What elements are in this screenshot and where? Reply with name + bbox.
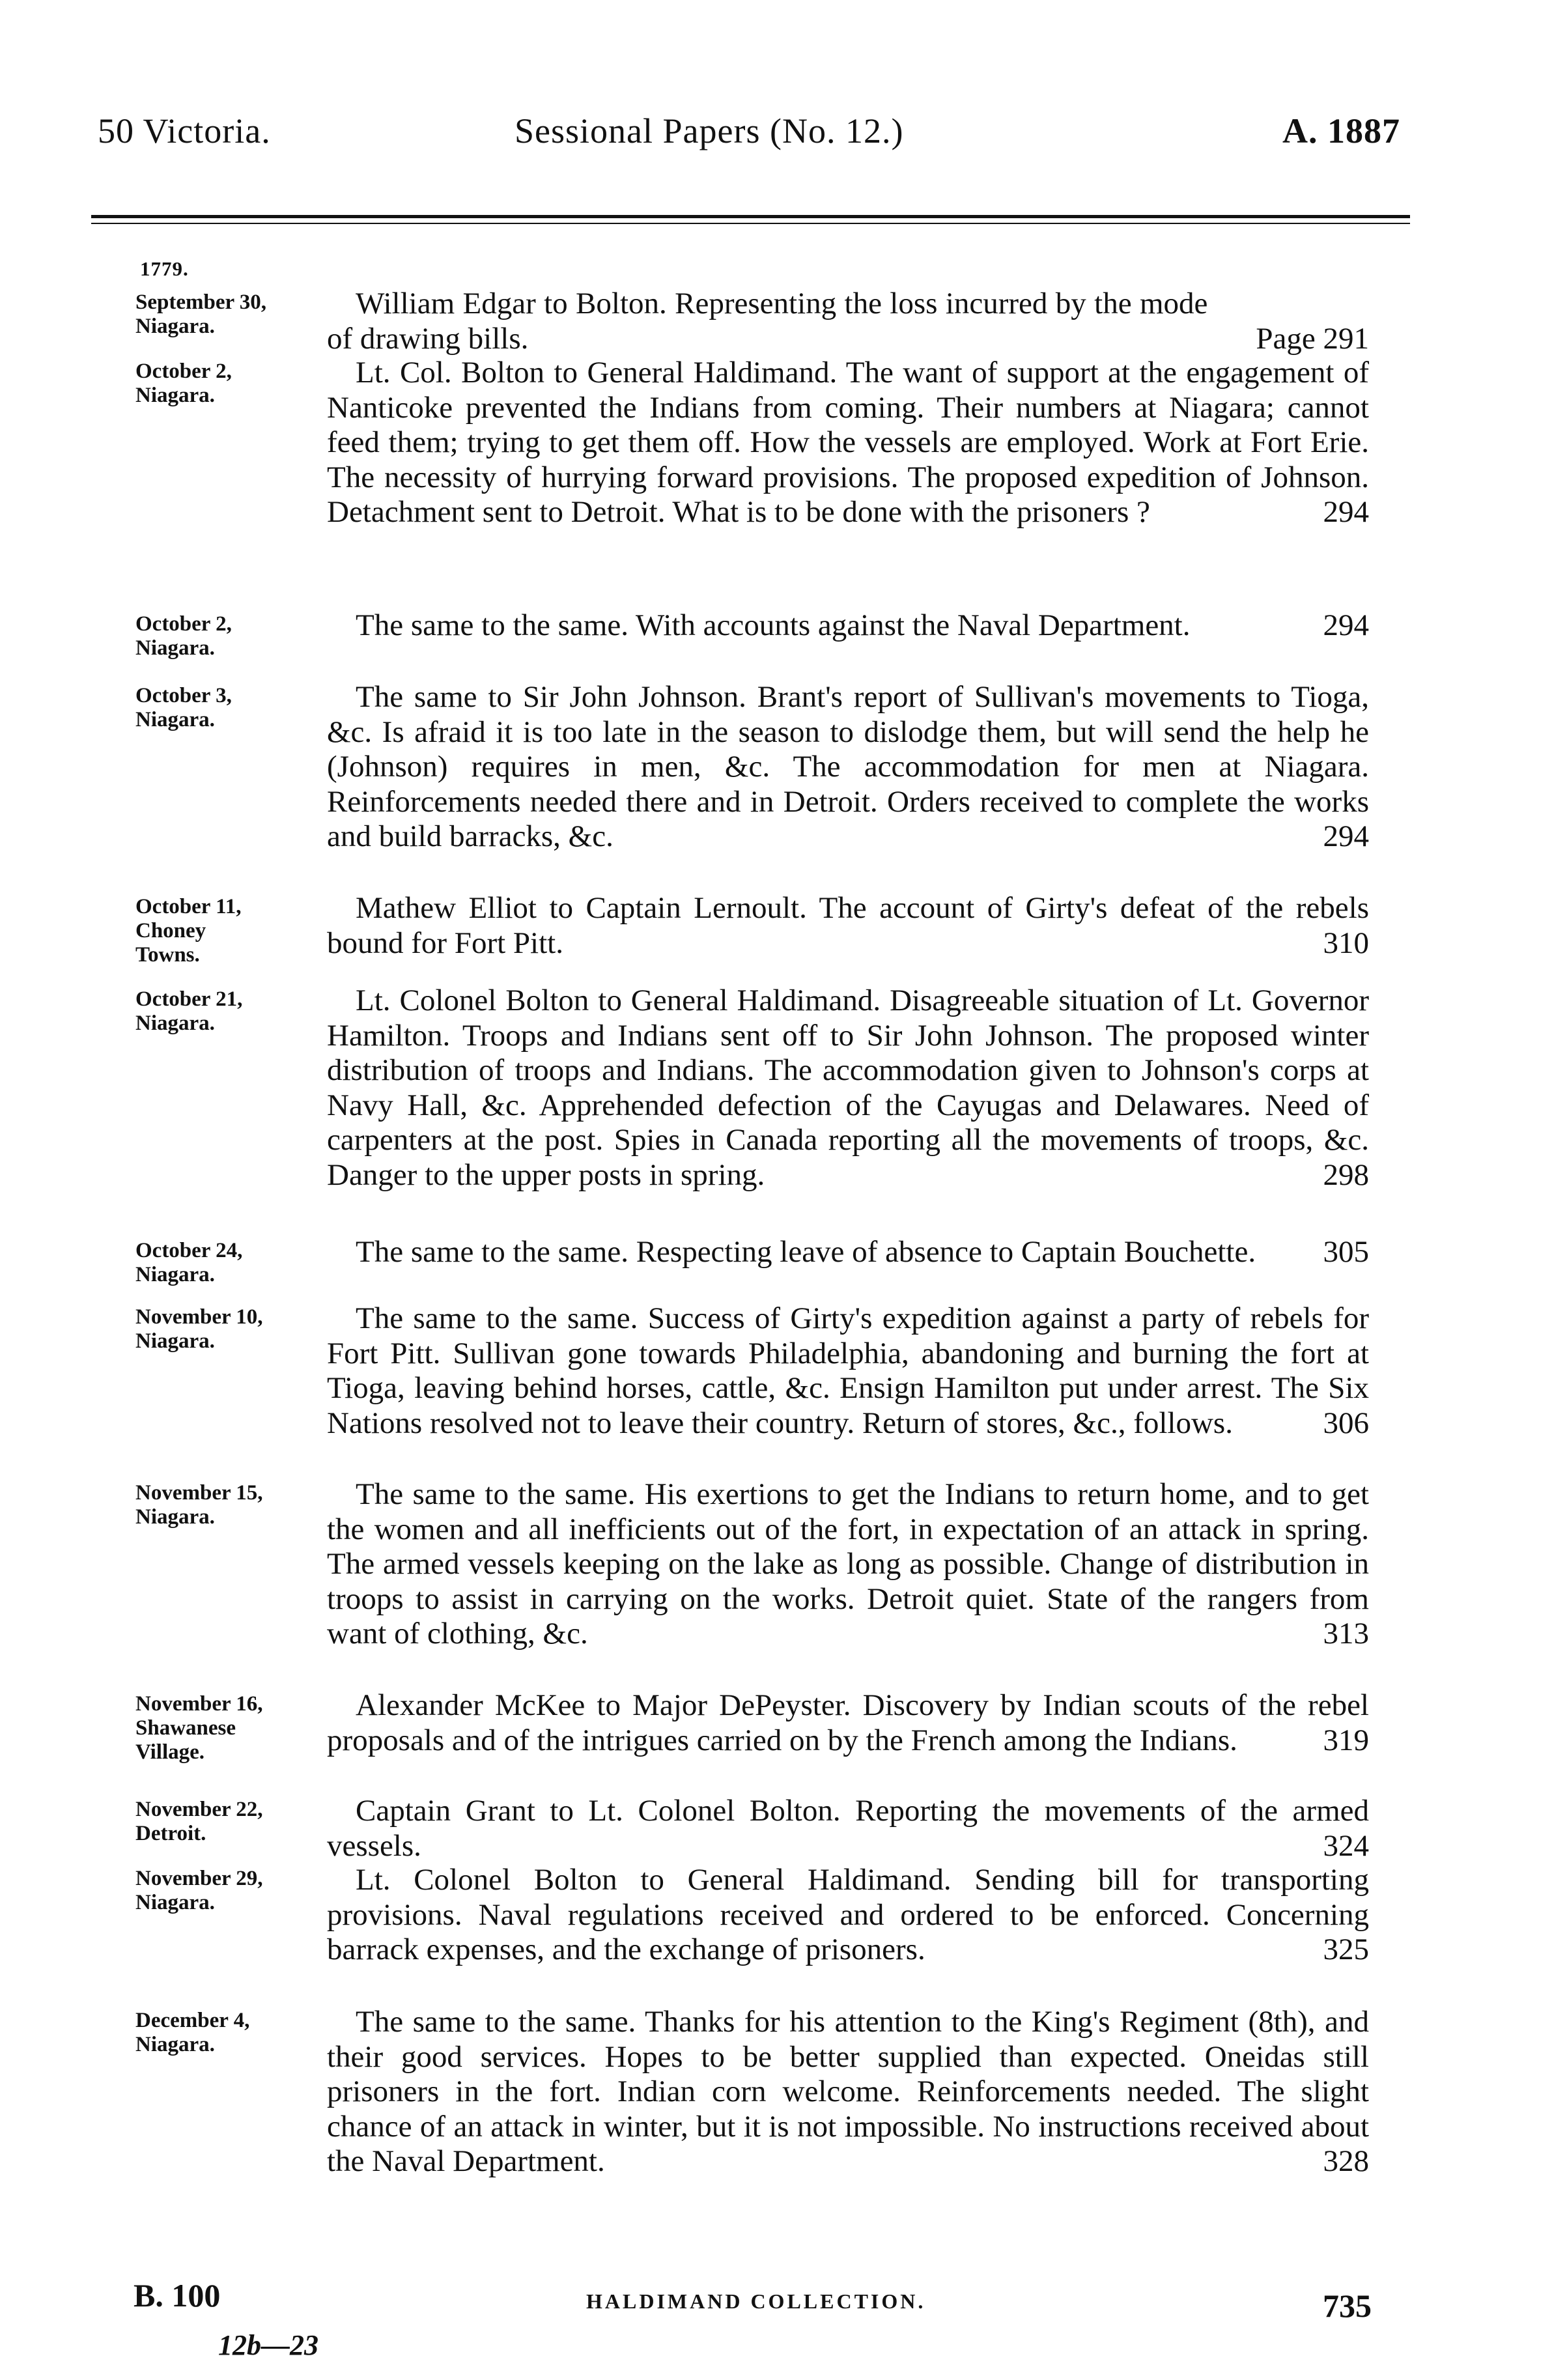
footer-collection: HALDIMAND COLLECTION. xyxy=(586,2289,926,2313)
entry-date-line: November 22, xyxy=(135,1798,263,1821)
entry-body: The same to the same. Success of Girty's expedition against a party of rebels for Fort Pitt. Sullivan gone towards Philadelphia, abandoning and burning the fort at Tioga, leaving behind horses, cattle, &c. Ensign Hamilton put under arrest. The Six Nations resolved not to leave their country. Return of stores, &c., follows. xyxy=(327,1301,1369,1440)
entry-text xyxy=(327,1477,1369,1652)
entry-date-line: November 10, xyxy=(135,1305,263,1329)
year-marker: 1779. xyxy=(140,257,189,280)
entry-body: Lt. Colonel Bolton to General Haldimand. Sending bill for transporting provisions. Naval regulations received and ordered to be enforced. Concerning barrack expenses, and the exchange of prisoners. xyxy=(327,1863,1369,1967)
entry-date-line: September 30, xyxy=(135,290,267,314)
entry-date-place: Towns. xyxy=(135,943,200,967)
entry-date-place: Niagara. xyxy=(135,1012,215,1035)
entry-date-line: December 4, xyxy=(135,2009,250,2032)
page-footer xyxy=(0,2276,1567,2374)
entry-date-place: Niagara. xyxy=(135,708,215,731)
entry-body: Lt. Colonel Bolton to General Haldimand. Disagreeable situation of Lt. Governor Hamilton. Troops and Indians sent off to Sir John Johnson. The proposed winter distribution of troops and Indians. The accommodation given to Johnson's corps at Navy Hall, &c. Apprehended defection of the Cayugas and Delawares. Need of carpenters at the post. Spies in Canada reporting all the movements of troops, &c. Danger to the upper posts in spring. xyxy=(327,984,1369,1192)
entry-date-place: Niagara. xyxy=(135,2033,215,2056)
entry-page-ref: 294 xyxy=(1323,819,1369,854)
entry-body: Mathew Elliot to Captain Lernoult. The account of Girty's defeat of the rebels bound for Fort Pitt. xyxy=(327,891,1369,960)
entry-text xyxy=(327,1688,1369,1758)
entry-page-ref: 324 xyxy=(1323,1828,1369,1863)
entry-body: The same to the same. Thanks for his attention to the King's Regiment (8th), and their good services. Hopes to be better supplied than expected. Oneidas still prisoners in the fort. Indian corn welcome. Reinforcements needed. The slight chance of an attack in winter, but it is not impossible. No instructions received about the Naval Department. xyxy=(327,2005,1369,2179)
entry-page-ref: 319 xyxy=(1323,1723,1369,1757)
entry-date xyxy=(135,290,324,339)
entry-text xyxy=(327,1301,1369,1441)
entry-body: The same to Sir John Johnson. Brant's report of Sullivan's movements to Tioga, &c. Is afraid it is too late in the season to dislodge them, but will send the help he (Johnson) requires in men, &c. The accommodation for men at Niagara. Reinforcements needed there and in Detroit. Orders received to complete the works and build barracks, &c. xyxy=(327,680,1369,854)
entry-date-line: October 21, xyxy=(135,987,243,1011)
header-rule-thin xyxy=(91,223,1410,224)
entry-date-place: Shawanese xyxy=(135,1716,236,1740)
entry-date-place: Choney xyxy=(135,919,206,942)
entry-body: Lt. Col. Bolton to General Haldimand. The want of support at the engagement of Nanticoke prevented the Indians from coming. Their numbers at Niagara; cannot feed them; trying to get them off. How the vessels are employed. Work at Fort Erie. The necessity of hurrying forward provisions. The proposed expedition of Johnson. Detachment sent to Detroit. What is to be done with the prisoners ? xyxy=(327,356,1369,530)
entry-date-line: October 3, xyxy=(135,684,232,707)
running-header xyxy=(98,111,1400,163)
entry-page-ref: 313 xyxy=(1323,1617,1369,1651)
entry-page-ref: Page 291 xyxy=(1256,321,1369,356)
entry-date xyxy=(135,895,324,967)
entry-date xyxy=(135,1692,324,1764)
entry-date xyxy=(135,1867,324,1915)
entry-date xyxy=(135,612,324,660)
entry-date-line: October 24, xyxy=(135,1239,243,1262)
entry-text xyxy=(327,1794,1369,1863)
entry-page-ref: 294 xyxy=(1323,495,1369,530)
footer-sheet-mark: 12b—23 xyxy=(218,2329,318,2361)
header-year: A. 1887 xyxy=(1282,111,1400,150)
entry-date-place: Niagara. xyxy=(135,1263,215,1286)
header-rule-thick xyxy=(91,215,1410,218)
entry-date-line: October 11, xyxy=(135,895,242,918)
entry-date xyxy=(135,1239,324,1287)
entry-page-ref: 305 xyxy=(1323,1235,1369,1269)
footer-signature: B. 100 xyxy=(134,2277,221,2314)
entry-date xyxy=(135,1481,324,1529)
footer-page-number: 735 xyxy=(1323,2288,1372,2324)
entry-body: Alexander McKee to Major DePeyster. Discovery by Indian scouts of the rebel proposals and of the intrigues carried on by the French among the Indians. xyxy=(327,1688,1369,1757)
entry-date-place: Detroit. xyxy=(135,1822,206,1845)
entry-date-line: October 2, xyxy=(135,612,232,636)
entry-date-place: Niagara. xyxy=(135,1505,215,1529)
entry-text xyxy=(327,1235,1369,1270)
entry-text xyxy=(327,891,1369,961)
entry-page-ref: 325 xyxy=(1323,1933,1369,1967)
entry-date-place: Niagara. xyxy=(135,1329,215,1353)
header-volume: 50 Victoria. xyxy=(98,111,271,150)
entry-page-ref: 294 xyxy=(1323,608,1369,642)
header-title: Sessional Papers (No. 12.) xyxy=(515,111,904,150)
entry-text xyxy=(327,356,1369,530)
entry-date-place: Niagara. xyxy=(135,1891,215,1914)
entry-text xyxy=(327,2005,1369,2179)
entry-body: The same to the same. Respecting leave of absence to Captain Bouchette. xyxy=(356,1235,1256,1269)
entry-date-place: Niagara. xyxy=(135,636,215,660)
entry-page-ref: 328 xyxy=(1323,2144,1369,2179)
entry-page-ref: 298 xyxy=(1323,1157,1369,1192)
entry-text xyxy=(327,287,1369,356)
entry-page-ref: 306 xyxy=(1323,1406,1369,1440)
entry-date-place: Niagara. xyxy=(135,315,215,338)
entry-date xyxy=(135,987,324,1036)
entry-body: William Edgar to Bolton. Representing the loss incurred by the mode of drawing bills. xyxy=(327,287,1208,356)
entry-text xyxy=(327,608,1369,644)
entry-text xyxy=(327,984,1369,1193)
entry-date-line: October 2, xyxy=(135,360,232,383)
entry-date xyxy=(135,1798,324,1846)
entry-date xyxy=(135,2009,324,2057)
entry-text xyxy=(327,680,1369,855)
entry-date xyxy=(135,684,324,732)
entry-date-line: November 15, xyxy=(135,1481,263,1505)
entry-body: The same to the same. With accounts against the Naval Department. xyxy=(356,608,1191,642)
entry-date-line: November 16, xyxy=(135,1692,263,1716)
entry-date-place: Niagara. xyxy=(135,384,215,407)
entry-body: The same to the same. His exertions to get the Indians to return home, and to get the women and all inefficients out of the fort, in expectation of an attack in spring. The armed vessels keeping on the lake as long as possible. Change of distribution in troops to assist in carrying on the works. Detroit quiet. State of the rangers from want of clothing, &c. xyxy=(327,1477,1369,1651)
entry-page-ref: 310 xyxy=(1323,926,1369,960)
entry-date xyxy=(135,360,324,408)
entry-text xyxy=(327,1863,1369,1968)
entry-date-place: Village. xyxy=(135,1740,205,1764)
entry-body: Captain Grant to Lt. Colonel Bolton. Reporting the movements of the armed vessels. xyxy=(327,1794,1369,1863)
entry-date xyxy=(135,1305,324,1353)
entry-date-line: November 29, xyxy=(135,1867,263,1890)
